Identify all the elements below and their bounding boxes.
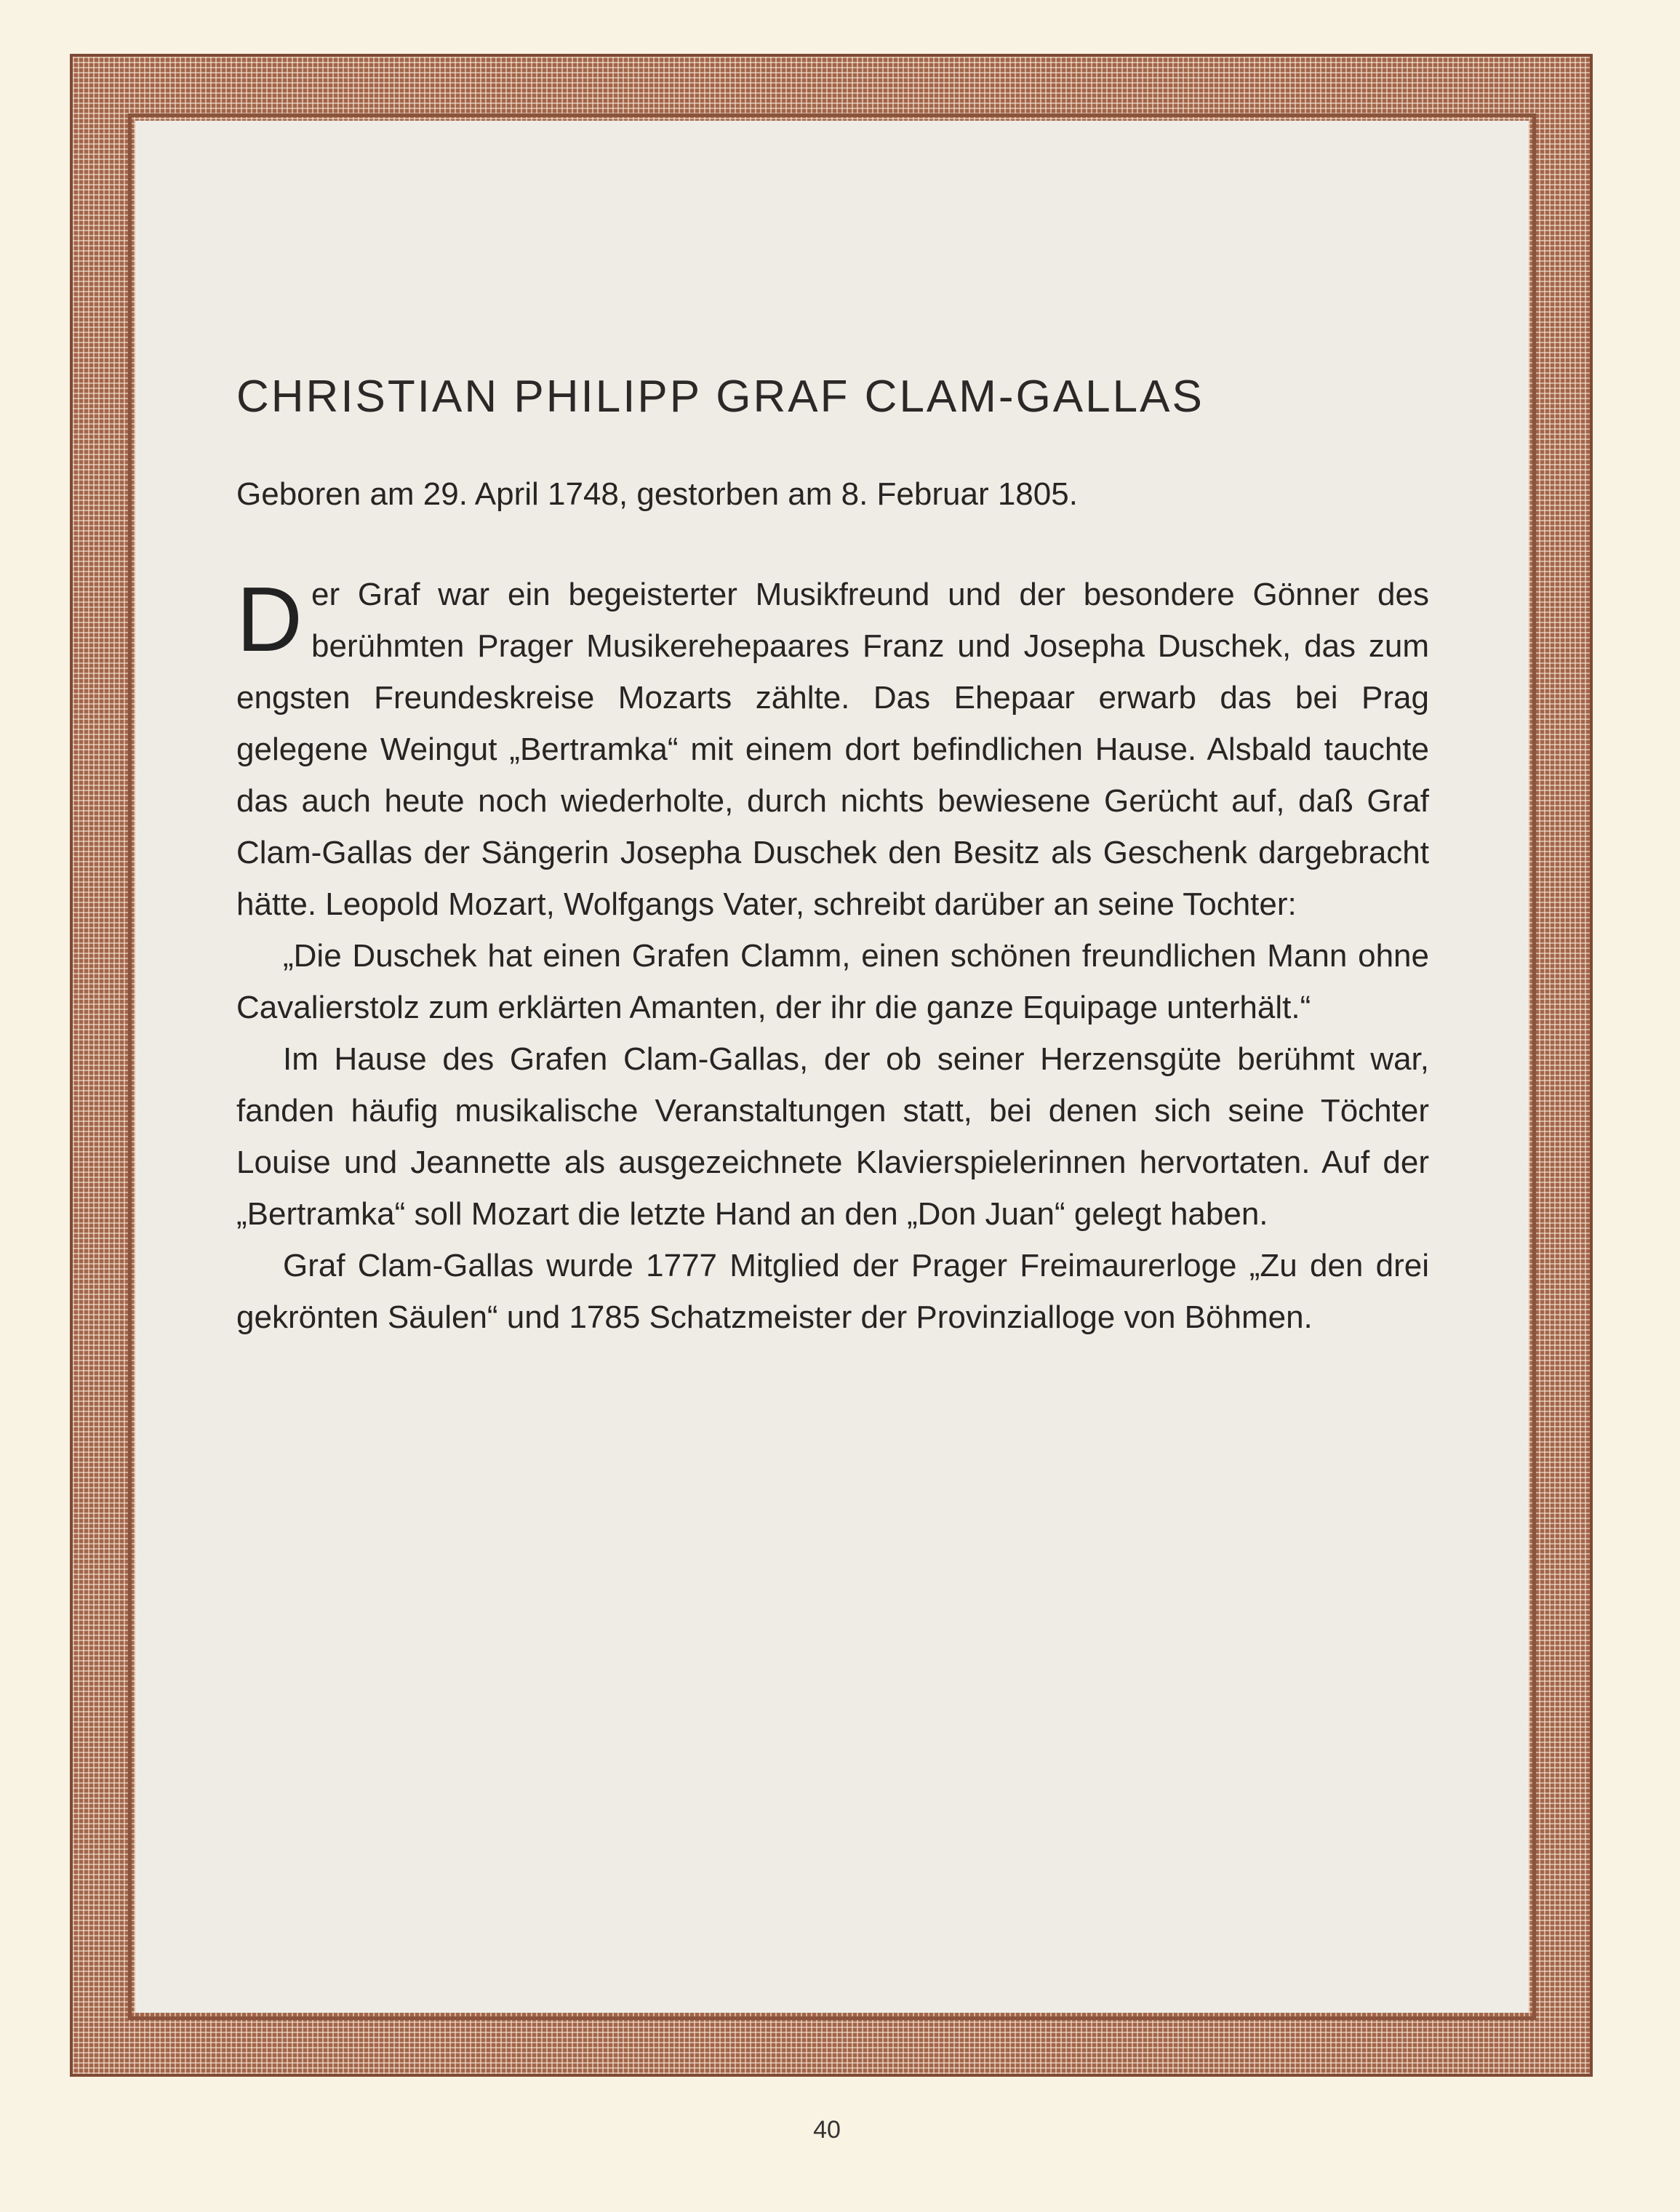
drop-cap: D <box>236 568 303 670</box>
paragraph-1-text: er Graf war ein begeisterter Musikfreund und der besondere Gönner des berühmten Prager Musikerehepaares Franz und Josepha Duschek, das zum engsten Freundeskreise Mozarts zählte. Das Ehepaar erwarb das bei Prag gelegene Weingut „Bertramka“ mit einem dort befindlichen Hause. Alsbald tauchte das auch heute noch wiederholte, durch nichts bewiesene Gerücht auf, daß Graf Clam-Gallas der Sängerin Josepha Duschek den Besitz als Geschenk dargebracht hätte. Leopold Mozart, Wolfgangs Vater, schreibt darüber an seine Tochter: <box>236 577 1429 922</box>
paragraph-4: Graf Clam-Gallas wurde 1777 Mitglied der Prager Freimaurerloge „Zu den drei gekrönten Säulen“ und 1785 Schatzmeister der Provinzialloge von Böhmen. <box>236 1248 1429 1335</box>
article-body <box>236 569 1429 1343</box>
paragraph-2-quote: „Die Duschek hat einen Grafen Clamm, einen schönen freundlichen Mann ohne Cavalierstolz zum erklärten Amanten, der ihr die ganze Equipage unterhält.“ <box>236 938 1429 1025</box>
paragraph-1 <box>236 569 1429 930</box>
paragraph-3: Im Hause des Grafen Clam-Gallas, der ob seiner Herzensgüte berühmt war, fanden häufig musikalische Veranstaltungen statt, bei denen sich seine Töchter Louise und Jeannette als ausgezeichnete Klavierspielerinnen hervortaten. Auf der „Bertramka“ soll Mozart die letzte Hand an den „Don Juan“ gelegt haben. <box>236 1041 1429 1232</box>
page-title: CHRISTIAN PHILIPP GRAF CLAM-GALLAS <box>236 372 1204 422</box>
page-number: 40 <box>813 2116 841 2144</box>
life-dates: Geboren am 29. April 1748, gestorben am 8. Februar 1805. <box>236 476 1078 512</box>
